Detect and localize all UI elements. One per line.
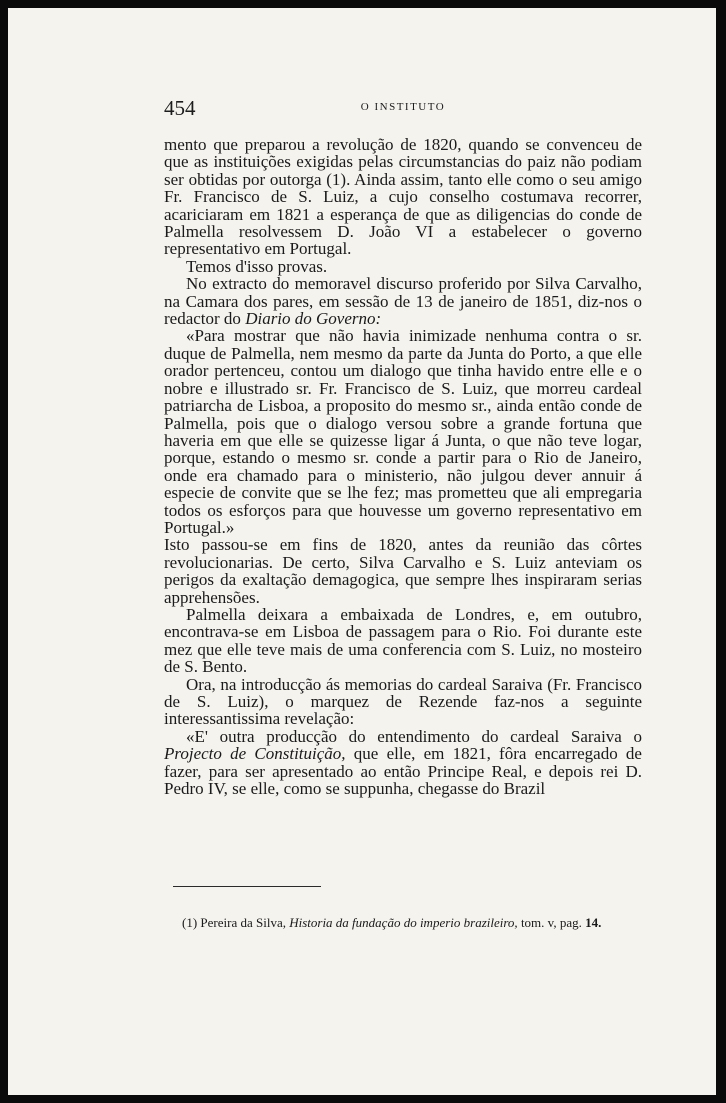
paragraph: mento que preparou a revolução de 1820, quando se convenceu de que as instituições exigidas pelas circumstancias do paiz não podiam ser obtidas por outorga (1). Ainda assim, tanto elle como o seu amigo Fr. Francisco de S. Luiz, a cujo conselho costumava recorrer, acariciaram em 1821 a esperança de que as diligencias do conde de Palmella resolvessem D. João VI a estabelecer o governo representativo em Portugal. (164, 135, 642, 259)
paragraph: Palmella deixara a embaixada de Londres, e, em outubro, encontrava-se em Lisboa de passagem para o Rio. Foi durante este mez que elle teve mais de uma conferencia com S. Luiz, no mosteiro de S. Bento. (164, 604, 642, 677)
paragraph-text: que elle, em 1821, fôra encarregado de fazer, para ser apresentado ao então Principe Real, e depois rei D. Pedro IV, se elle, como se suppunha, chegasse do Brazil (164, 744, 642, 799)
paragraph (164, 275, 642, 327)
paragraph-text: «E' outra producção do entendimento do cardeal Saraiva o (186, 726, 642, 746)
paragraph: Ora, na introducção ás memorias do cardeal Saraiva (Fr. Francisco de S. Luiz), o marquez de Rezende faz-nos a seguinte interessantissima revelação: (164, 674, 642, 729)
paragraph-text: No extracto do memoravel discurso proferido por Silva Carvalho, na Camara dos pares, em sessão de 13 de janeiro de 1851, diz-nos o redactor do (164, 274, 642, 329)
running-head: O INSTITUTO (360, 101, 446, 113)
quoted-paragraph: «Para mostrar que não havia inimizade nenhuma contra o sr. duque de Palmella, nem mesmo da parte da Junta do Porto, a que elle orador pertenceu, contou um dialogo que tinha havido entre elle e o nobre e illustrado sr. Fr. Francisco de S. Luiz, que morreu cardeal patriarcha de Lisboa, a proposito do mesmo sr., ainda então conde de Palmella, pois que o dialogo versou sobre a grande fortuna que haveria em que elle se quizesse ligar á Junta, o que não teve logar, porque, estando o mesmo sr. conde a partir para o Rio de Janeiro, onde era chamado para o ministerio, não julgou dever annuir á especie de convite que se lhe fez; mas prometteu que ali empregaria todos os esforços para que houvesse um governo representativo em Portugal.» (164, 326, 642, 537)
footnote-marker: (1) Pereira da Silva, (182, 915, 290, 930)
paragraph: Isto passou-se em fins de 1820, antes da reunião das côrtes revolucionarias. De certo, Silva Carvalho e S. Luiz anteviam os perigos da exaltação demagogica, que sempre lhes inspiraram serias apprehensões. (164, 535, 642, 607)
footnote-page: 14. (585, 915, 602, 930)
footnote-rule (173, 886, 321, 887)
italic-title: Projecto de Constituição, (164, 744, 346, 764)
footnote-tail: tom. v, pag. (517, 915, 586, 930)
page-header (164, 94, 642, 124)
footnote-text (164, 915, 642, 931)
footnote-title: Historia da fundação do imperio brazileiro, (289, 915, 518, 930)
italic-title: Diario do Governo: (245, 309, 382, 329)
page-number: 454 (164, 96, 196, 120)
footnote (164, 915, 642, 931)
quoted-paragraph (164, 728, 642, 798)
paragraph: Temos d'isso provas. (186, 256, 328, 276)
body-text (164, 136, 642, 797)
